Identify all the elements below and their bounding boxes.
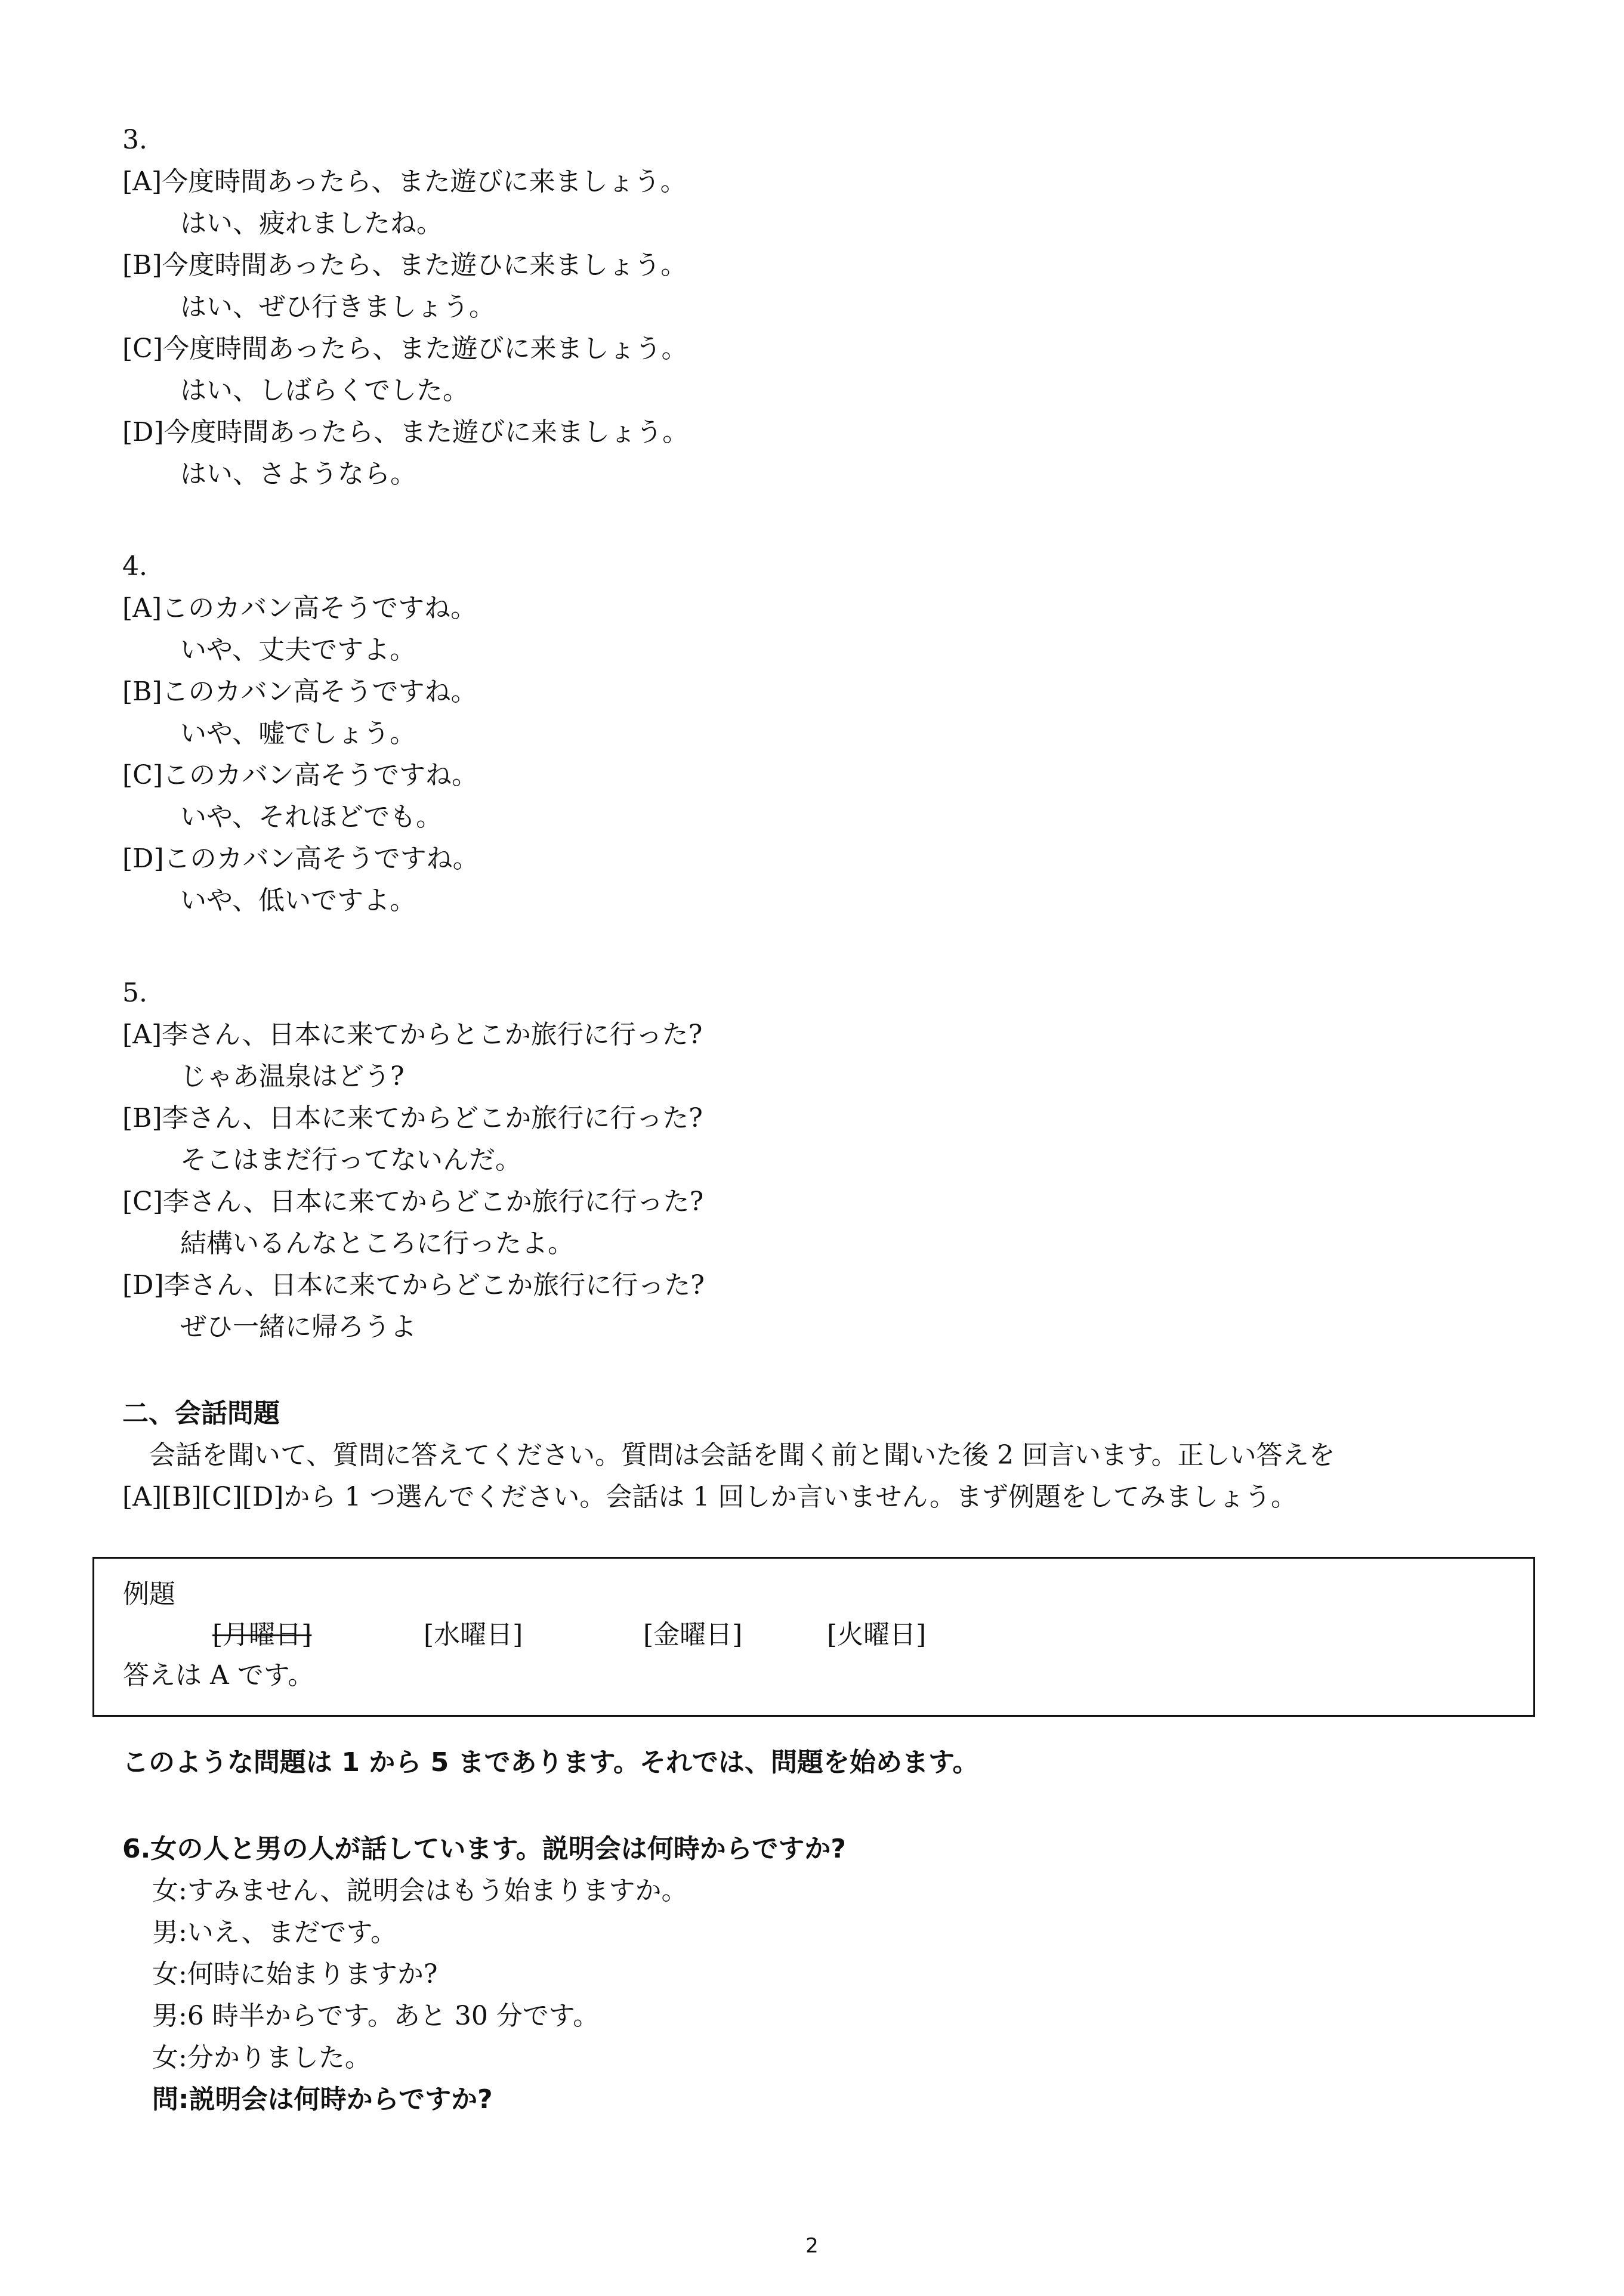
option-label: [C]このカバン高そうですね。 [122,760,478,790]
option-response: そこはまだ行ってないんだ。 [180,1145,521,1175]
option-label: [B]今度時間あったら、また遊ひに来ましょう。 [122,250,687,280]
dialog-line: 男:6 時半からです。あと 30 分です。 [152,2001,600,2031]
option-label: [C]李さん、日本に来てからどこか旅行に行った? [122,1186,704,1217]
option-response: ぜひ一緒に帰ろうよ [180,1312,416,1342]
option-response: いや、それほどでも。 [180,802,443,832]
option-response: はい、ぜひ行きましょう。 [180,292,495,322]
example-choice: [火曜日] [827,1620,927,1650]
option-response: はい、しばらくでした。 [180,375,469,406]
dialog-line: 男:いえ、まだです。 [152,1917,397,1948]
option-label: [A]今度時間あったら、また遊びに来ましょう。 [122,166,687,197]
option-label: [A]このカバン高そうですね。 [122,593,477,623]
option-response: 結構いるんなところに行ったよ。 [180,1228,574,1259]
example-choice-struck: [月曜日] [212,1620,312,1650]
example-box [92,1557,1535,1717]
dialog-line: 女:分かりました。 [152,2042,371,2073]
section-title: 二、会話問題 [122,1398,280,1429]
question-number: 3. [122,125,147,155]
example-answer: 答えは A です。 [123,1660,314,1691]
option-response: いや、低いですよ。 [180,885,416,916]
option-label: [D]今度時間あったら、また遊びに来ましょう。 [122,417,689,447]
question-prompt: 6.女の人と男の人が話しています。説明会は何時からですか? [122,1834,846,1864]
section-instruction: 会話を聞いて、質問に答えてください。質問は会話を聞く前と聞いた後 2 回言います。正しい答えを [149,1440,1335,1470]
option-label: [A]李さん、日本に来てからとこか旅行に行った? [122,1019,703,1050]
option-response: いや、嘘でしょう。 [180,718,416,749]
option-label: [B]このカバン高そうですね。 [122,676,477,707]
dialog-line: 女:すみません、説明会はもう始まりますか。 [152,1875,688,1906]
example-choice: [金曜日] [643,1620,743,1650]
transition-text: このような問題は 1 から 5 まであります。それでは、問題を始めます。 [122,1747,979,1778]
option-label: [D]このカバン高そうですね。 [122,843,479,874]
page-number: 2 [805,2234,819,2258]
dialog-line: 女:何時に始まりますか? [152,1959,438,1989]
option-response: じゃあ温泉はどう? [180,1061,405,1092]
example-title: 例題 [123,1579,175,1609]
question-number: 4. [122,551,147,582]
section-instruction: [A][B][C][D]から 1 つ選んでください。会話は 1 回しか言いません。まず例題をしてみましょう。 [122,1482,1297,1512]
example-choice: [水曜日] [424,1620,523,1650]
option-label: [B]李さん、日本に来てからどこか旅行に行った? [122,1103,703,1133]
question-number: 5. [122,978,147,1008]
option-response: いや、丈夫ですよ。 [180,635,416,665]
option-response: はい、さようなら。 [180,459,416,489]
question-text: 問:説明会は何時からですか? [152,2084,493,2115]
option-label: [C]今度時間あったら、また遊びに来ましょう。 [122,333,688,364]
option-label: [D]李さん、日本に来てからどこか旅行に行った? [122,1270,705,1300]
option-response: はい、疲れましたね。 [180,208,443,239]
